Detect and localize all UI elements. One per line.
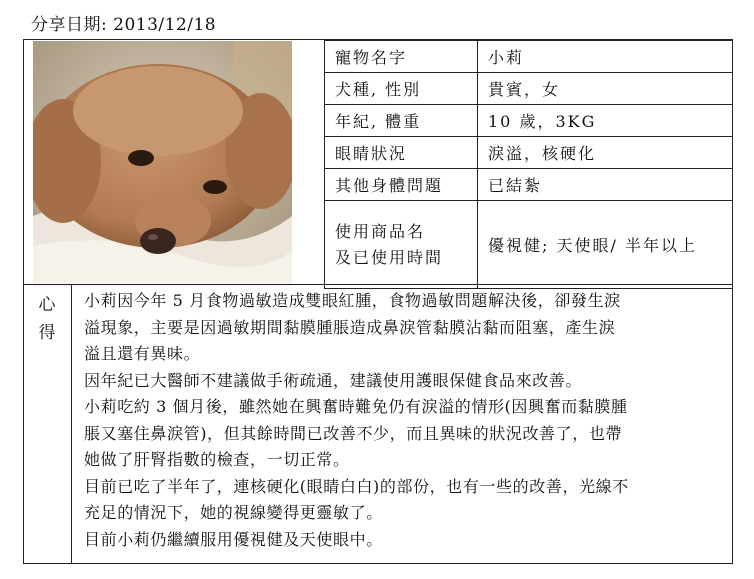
experience-label-char: 心 xyxy=(38,295,56,315)
text-line: 溢且還有異味。 xyxy=(84,344,201,363)
dog-photo xyxy=(33,41,292,286)
experience-text xyxy=(84,288,730,553)
text-line: 她做了肝腎指數的檢查，一切正常。 xyxy=(84,450,350,469)
text-line: 溢現象，主要是因過敏期間黏膜腫脹造成鼻淚管黏膜沾黏而阻塞，產生淚 xyxy=(84,317,616,337)
info-label: 年紀, 體重 xyxy=(325,105,478,137)
info-value: 10 歲，3KG xyxy=(478,105,733,137)
info-label: 寵物名字 xyxy=(325,41,478,73)
info-value: 淚溢，核硬化 xyxy=(478,137,733,169)
text-line: 充足的情況下，她的視線變得更靈敏了。 xyxy=(84,503,383,522)
text-line: 目前小莉仍繼續服用優視健及天使眼中。 xyxy=(84,529,383,549)
experience-label xyxy=(30,291,64,347)
info-value: 小莉 xyxy=(478,41,733,73)
text-line: 小莉因今年 5 月食物過敏造成雙眼紅腫，食物過敏問題解決後，卻發生淚 xyxy=(84,291,621,310)
dog-photo-illustration xyxy=(33,41,292,286)
info-label: 眼睛狀況 xyxy=(325,137,478,169)
info-row-eye xyxy=(325,137,733,169)
info-value: 優視健; 天使眼/ 半年以上 xyxy=(478,201,733,289)
info-row-age xyxy=(325,105,733,137)
info-row-product xyxy=(325,201,733,289)
experience-label-char: 得 xyxy=(38,323,56,343)
info-value: 貴賓，女 xyxy=(478,73,733,105)
pet-info-table xyxy=(324,40,733,289)
text-line: 小莉吃約 3 個月後，雖然她在興奮時難免仍有淚溢的情形(因興奮而黏膜腫 xyxy=(84,397,628,416)
share-date: 分享日期: 2013/12/18 xyxy=(31,15,217,35)
info-row-name xyxy=(325,41,733,73)
info-label: 犬種, 性別 xyxy=(325,73,478,105)
info-value: 已結紮 xyxy=(478,169,733,201)
info-row-breed xyxy=(325,73,733,105)
text-line: 目前已吃了半年了，連核硬化(眼睛白白)的部份，也有一些的改善，光線不 xyxy=(84,476,629,496)
text-line: 脹又塞住鼻淚管)，但其餘時間已改善不少，而且異味的狀況改善了，也帶 xyxy=(84,423,623,443)
section-column-divider xyxy=(71,284,72,564)
product-label-line: 及已使用時間 xyxy=(335,247,444,267)
info-label: 其他身體問題 xyxy=(325,169,478,201)
text-line: 因年紀已大醫師不建議做手術疏通，建議使用護眼保健食品來改善。 xyxy=(84,370,583,390)
product-label-line: 使用商品名 xyxy=(335,221,426,241)
section-divider xyxy=(23,284,733,285)
info-label xyxy=(325,201,478,289)
info-row-other xyxy=(325,169,733,201)
